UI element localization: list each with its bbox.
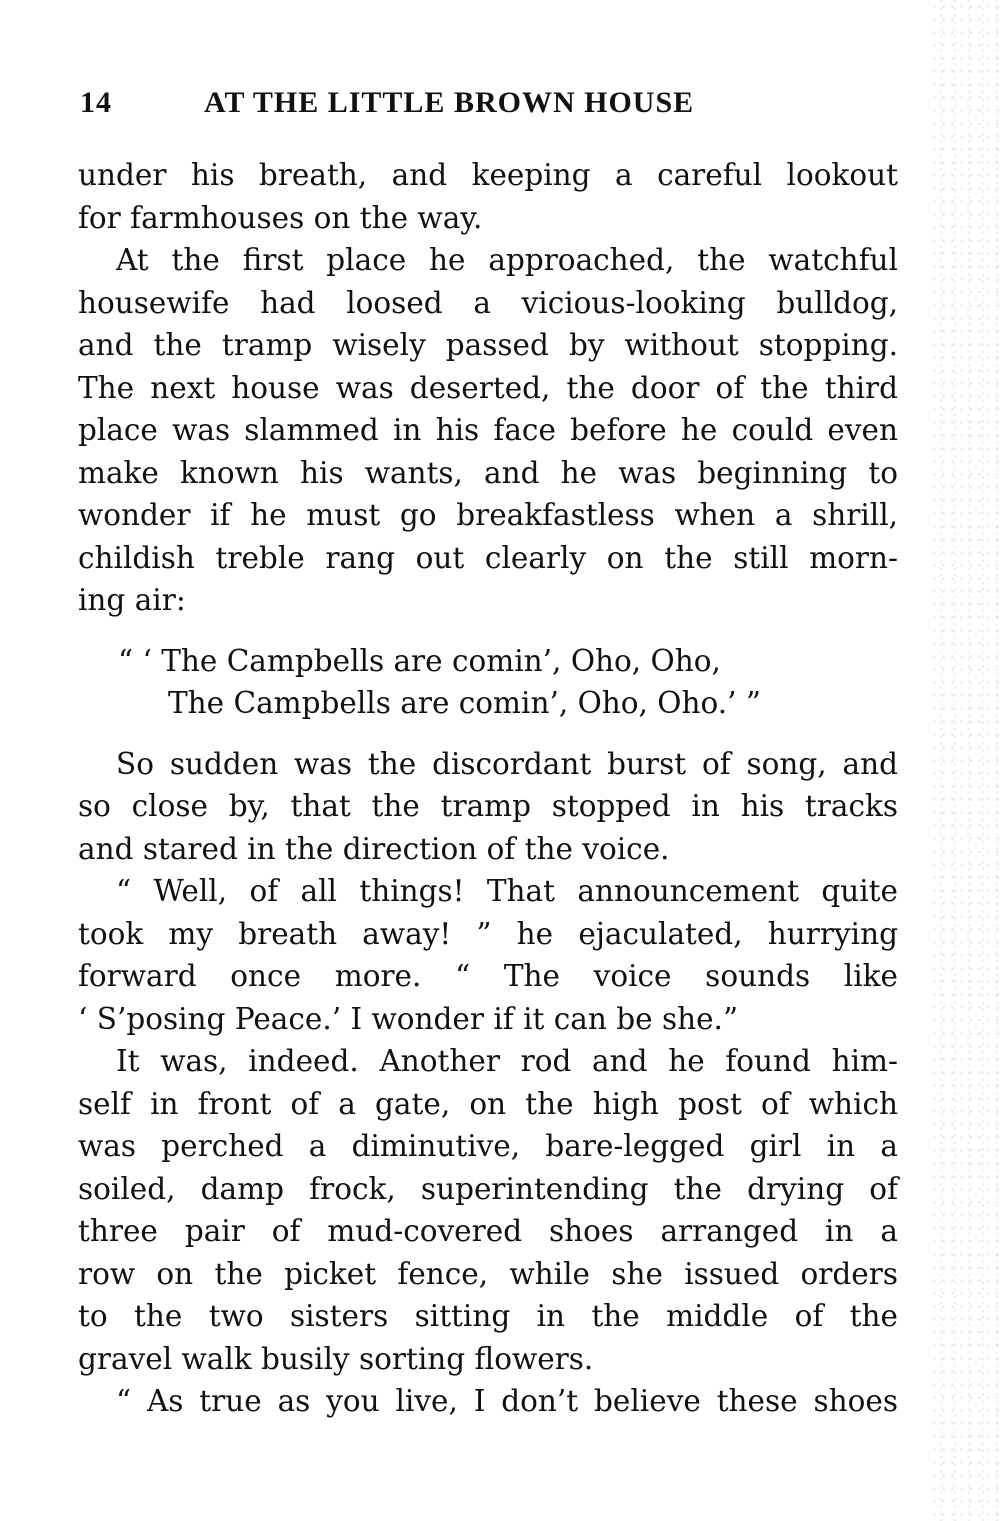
text-line: gravel walk busily sorting flowers. xyxy=(78,1341,594,1376)
verse-line: “ ‘ The Campbells are comin’, Oho, Oho, xyxy=(118,643,721,678)
text-line: ‘ S’posing Peace.’ I wonder if it can be she.” xyxy=(78,1001,739,1036)
verse-line: The Campbells are comin’, Oho, Oho.’ ” xyxy=(168,686,761,720)
text-line: housewife had loosed a vicious-looking bulldog, xyxy=(78,285,898,320)
text-line: and stared in the direction of the voice. xyxy=(78,831,670,866)
text-line: self in front of a gate, on the high post of which xyxy=(78,1086,898,1121)
page-number: 14 xyxy=(80,86,112,119)
text-line: took my breath away! ” he ejaculated, hurrying xyxy=(78,916,898,951)
text-line: ing air: xyxy=(78,583,186,617)
text-line: under his breath, and keeping a careful lookout xyxy=(78,158,898,192)
text-line: row on the picket fence, while she issued orders xyxy=(78,1256,898,1291)
text-line: place was slammed in his face before he could even xyxy=(78,413,898,447)
text-line: make known his wants, and he was beginning to xyxy=(78,455,898,490)
running-header xyxy=(80,80,890,124)
text-line: At the first place he approached, the watchful xyxy=(116,243,898,277)
text-line: “ Well, of all things! That announcement quite xyxy=(116,874,898,908)
text-line: So sudden was the discordant burst of song, and xyxy=(116,746,898,781)
text-line: for farmhouses on the way. xyxy=(78,200,483,235)
text-line: forward once more. “ The voice sounds like xyxy=(78,959,898,993)
text-line: “ As true as you live, I don’t believe these shoes xyxy=(116,1384,898,1418)
text-line: to the two sisters sitting in the middle of the xyxy=(78,1299,898,1333)
text-line: three pair of mud-covered shoes arranged in a xyxy=(78,1214,898,1248)
page-body-text xyxy=(78,154,898,1423)
text-line: childish treble rang out clearly on the still morn- xyxy=(78,540,898,575)
page-edge-speckle xyxy=(930,0,1000,1521)
text-line: The next house was deserted, the door of the third xyxy=(78,370,898,405)
text-line: soiled, damp frock, superintending the drying of xyxy=(78,1171,898,1206)
text-line: It was, indeed. Another rod and he found him- xyxy=(116,1044,898,1078)
text-line: was perched a diminutive, bare-legged girl in a xyxy=(78,1129,898,1163)
text-line: so close by, that the tramp stopped in his tracks xyxy=(78,789,898,823)
text-line: wonder if he must go breakfastless when a shrill, xyxy=(78,498,898,532)
text-line: and the tramp wisely passed by without stopping. xyxy=(78,328,898,362)
running-title: AT THE LITTLE BROWN HOUSE xyxy=(204,86,695,119)
